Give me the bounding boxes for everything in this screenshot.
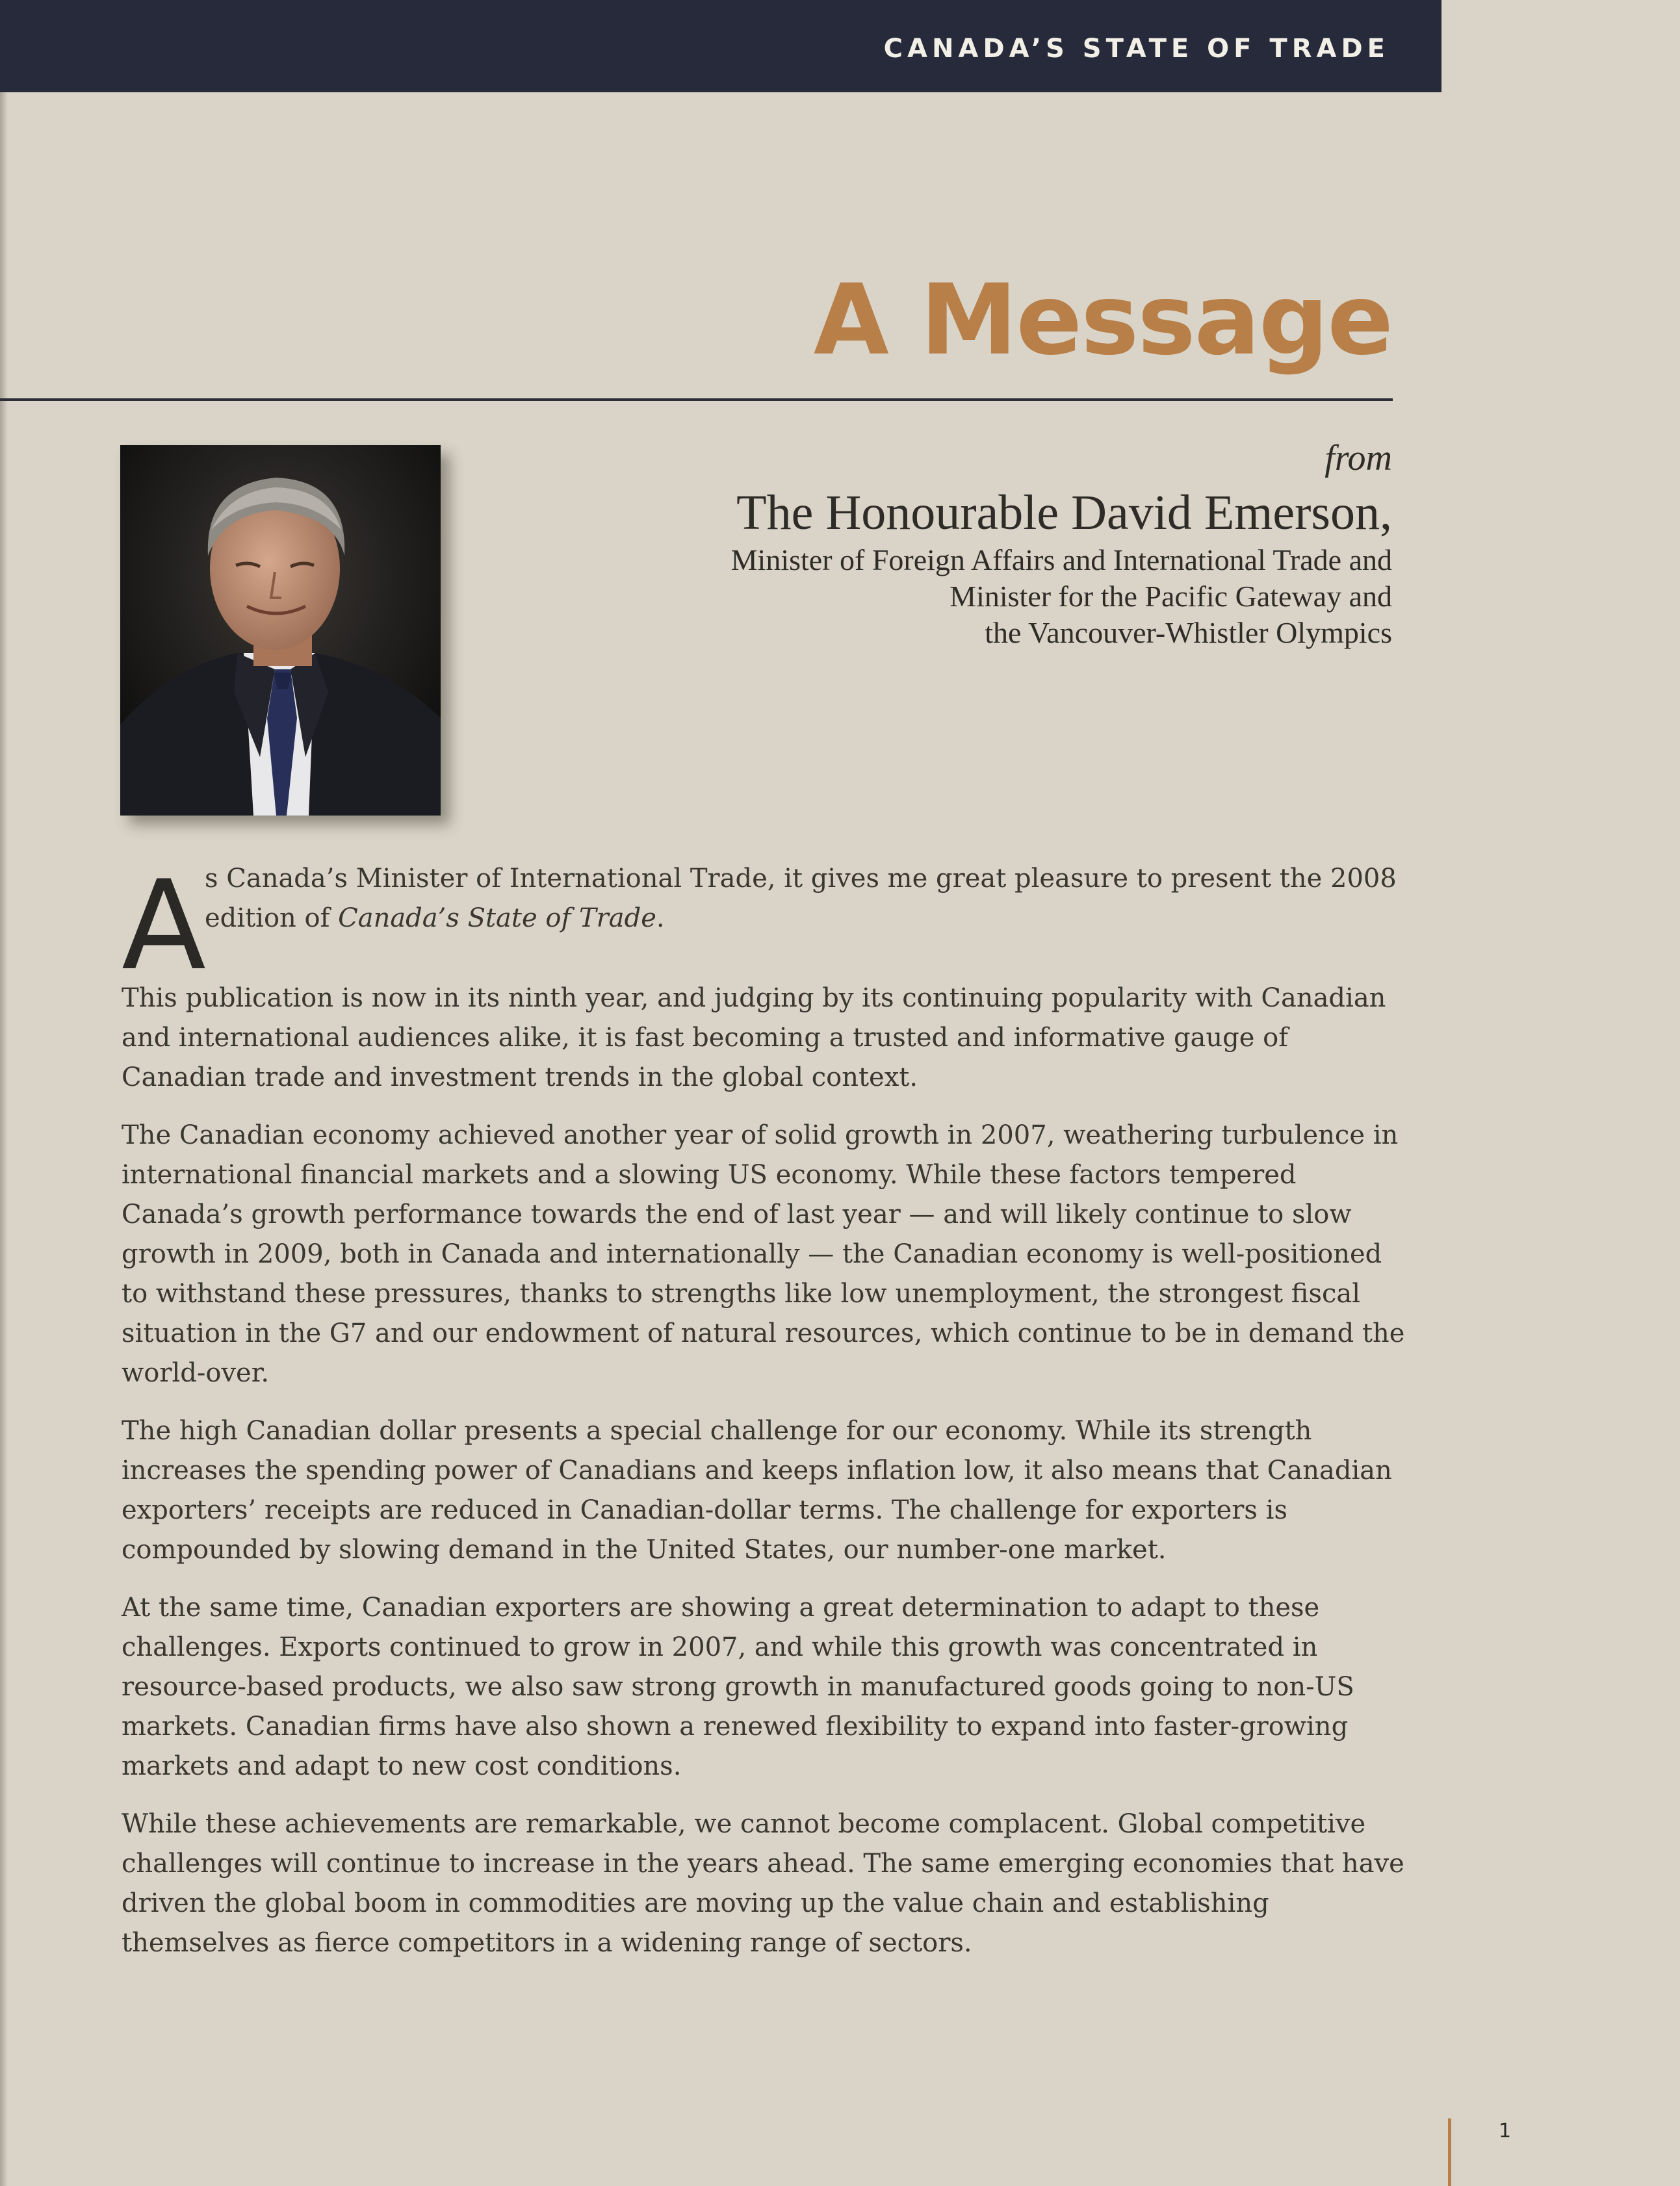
message-body bbox=[122, 854, 1408, 1981]
minister-portrait bbox=[120, 445, 441, 816]
title-divider bbox=[0, 398, 1393, 401]
author-name: The Honourable David Emerson, bbox=[736, 485, 1392, 540]
page-title: A Message bbox=[813, 264, 1392, 377]
byline bbox=[731, 435, 1392, 651]
author-role-line: Minister of Foreign Affairs and International Trade and bbox=[730, 543, 1392, 576]
body-paragraph: While these achievements are remarkable, we cannot become complacent. Global competitive challenges will continue to increase in the years ahead. The same emerging economies that have driven the global boom in commodities are moving up the value chain and establishing themselves as fierce competitors in a widening range of sectors. bbox=[122, 1809, 1404, 1958]
portrait-photo-icon bbox=[120, 445, 441, 816]
header-band bbox=[0, 0, 1441, 92]
page-number: 1 bbox=[1499, 2120, 1512, 2142]
body-paragraph: The high Canadian dollar presents a special challenge for our economy. While its strength increases the spending power of Canadians and keeps inflation low, it also means that Canadian exporters’ receipts are reduced in Canadian-dollar terms. The challenge for exporters is compounded by slowing demand in the United States, our number-one market. bbox=[122, 1416, 1392, 1565]
byline-from: from bbox=[1325, 438, 1392, 478]
opening-paragraph bbox=[122, 854, 1408, 997]
drop-cap: A bbox=[122, 854, 206, 997]
body-paragraph: This publication is now in its ninth year, and judging by its continuing popularity with Canadian and international audiences alike, it is fast becoming a trusted and informative gauge of Canadian trade and investment trends in the global context. bbox=[122, 983, 1386, 1092]
publication-header-title: CANADA’S STATE OF TRADE bbox=[883, 34, 1389, 64]
page-edge-shadow bbox=[0, 0, 8, 2186]
opening-text: s Canada’s Minister of International Trade, it gives me great pleasure to present the 2008 edition of bbox=[205, 864, 1397, 933]
footer-rule bbox=[1448, 2118, 1451, 2186]
opening-end: . bbox=[656, 903, 665, 933]
body-paragraph: The Canadian economy achieved another year of solid growth in 2007, weathering turbulence in international financial markets and a slowing US economy. While these factors tempered Canada’s growth performance towards the end of last year — and will likely continue to slow growth in 2009, both in Canada and internationally — the Canadian economy is well-positioned to withstand these pressures, thanks to strengths like low unemployment, the strongest fiscal situation in the G7 and our endowment of natural resources, which continue to be in demand the world-over. bbox=[122, 1120, 1405, 1388]
author-role-line: the Vancouver-Whistler Olympics bbox=[985, 616, 1392, 649]
body-paragraph: At the same time, Canadian exporters are showing a great determination to adapt to these challenges. Exports continued to grow in 2007, and while this growth was concentrated in resource-based products, we also saw strong growth in manufactured goods going to non-US markets. Canadian firms have also shown a renewed flexibility to expand into faster-growing markets and adapt to new cost conditions. bbox=[122, 1593, 1354, 1781]
author-role-line: Minister for the Pacific Gateway and bbox=[950, 580, 1392, 613]
publication-title: Canada’s State of Trade bbox=[338, 903, 656, 933]
